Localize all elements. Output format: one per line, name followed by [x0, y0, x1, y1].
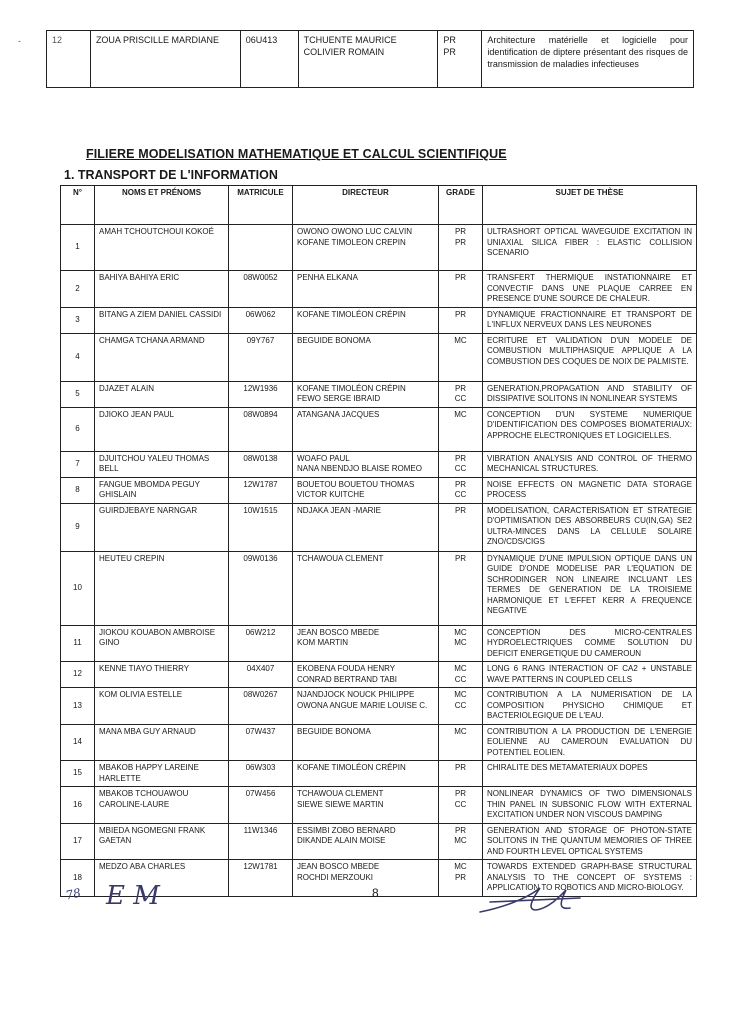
- directeur-name: SIEWE SIEWE MARTIN: [297, 799, 384, 809]
- thesis-subject: VIBRATION ANALYSIS AND CONTROL OF THERMO MECHANICAL STRUCTURES.: [483, 451, 697, 477]
- thesis-subject: GENERATION,PROPAGATION AND STABILITY OF DISSIPATIVE SOLITONS IN NONLINEAR SYSTEMS: [483, 381, 697, 407]
- corner-mark: -: [18, 36, 21, 46]
- grade: PR: [454, 479, 467, 489]
- thesis-subject: CONTRIBUTION A LA NUMERISATION DE LA COMPOSITION PHYSICHO CHIMIQUE ET BACTERIOLEGIQUE DE L'EAU.: [483, 688, 697, 725]
- directeur-cell: [293, 551, 439, 625]
- grade: PR: [454, 763, 467, 772]
- row-number: 12: [47, 31, 91, 88]
- student-name: HEUTEU CREPIN: [95, 551, 229, 625]
- directeur-name: JEAN BOSCO MBEDE: [297, 627, 380, 637]
- signature: [470, 880, 600, 920]
- thesis-subject: GENERATION AND STORAGE OF PHOTON-STATE SOLITONS IN THE QUANTUM MEMORIES OF THREE AND FOURTH LEVEL OPTICAL SYSTEMS: [483, 823, 697, 860]
- grade-cell: [439, 477, 483, 503]
- directeur-name: OWONA ANGUE MARIE LOUISE C.: [297, 700, 428, 710]
- row-number: 17: [61, 823, 95, 860]
- grade: CC: [454, 490, 467, 499]
- grade: MC: [454, 409, 467, 419]
- directeur-name: BEGUIDE BONOMA: [297, 726, 371, 736]
- directeur-name: ATANGANA JACQUES: [297, 409, 380, 419]
- grade-cell: [438, 31, 482, 88]
- directeur-cell: [293, 451, 439, 477]
- header-noms: NOMS ET PRÉNOMS: [95, 186, 229, 225]
- directeur-cell: [293, 381, 439, 407]
- grade: CC: [454, 700, 467, 710]
- thesis-subject: ECRITURE ET VALIDATION D'UN MODELE DE COMBUSTION MULTIPHASIQUE APPLIQUE A LA COMBUSTION DES COQUES DE NOIX DE PALMISTE.: [483, 333, 697, 381]
- directeur-cell: [293, 860, 439, 897]
- student-name: ZOUA PRISCILLE MARDIANE: [90, 31, 240, 88]
- row-number: 1: [61, 225, 95, 271]
- directeur-name: TCHAWOUA CLEMENT: [297, 553, 384, 563]
- matricule: 08W0052: [229, 271, 293, 308]
- grade-cell: [439, 823, 483, 860]
- continuation-table: [46, 30, 694, 88]
- grade: PR: [454, 383, 467, 393]
- table-row: [61, 477, 697, 503]
- initials-letters: E M: [106, 881, 160, 911]
- directeur-cell: [293, 477, 439, 503]
- grade: MC: [454, 638, 467, 647]
- table-header-row: [61, 186, 697, 225]
- thesis-subject: LONG 6 RANG INTERACTION OF CA2 + UNSTABLE WAVE PATTERNS IN COUPLED CELLS: [483, 662, 697, 688]
- directeur-cell: [293, 225, 439, 271]
- grade: MC: [454, 335, 467, 345]
- directeur-name: TCHUENTE MAURICE: [303, 35, 397, 45]
- grade: PR: [454, 825, 467, 835]
- row-number: 8: [61, 477, 95, 503]
- student-name: DJIOKO JEAN PAUL: [95, 407, 229, 451]
- table-row: [61, 787, 697, 824]
- directeur-cell: [293, 662, 439, 688]
- grade: PR: [454, 453, 467, 463]
- grade-cell: [439, 333, 483, 381]
- directeur-name: EKOBENA FOUDA HENRY: [297, 664, 396, 673]
- grade-cell: [439, 625, 483, 662]
- directeur-name: FEWO SERGE IBRAID: [297, 394, 381, 403]
- directeur-cell: [293, 787, 439, 824]
- grade: MC: [454, 836, 467, 845]
- matricule: 12W1936: [229, 381, 293, 407]
- matricule: 12W1787: [229, 477, 293, 503]
- grade-cell: [439, 407, 483, 451]
- table-row: [61, 381, 697, 407]
- thesis-subject: TOWARDS EXTENDED GRAPH-BASE STRUCTURAL ANALYSIS TO THE CONCEPT OF SYSTEMS : APPLICATION TO ROBOTICS AND MICRO-BIOLOGY.: [483, 860, 697, 897]
- row-number: 9: [61, 503, 95, 551]
- initials-mark: [64, 876, 164, 912]
- matricule: 06W062: [229, 307, 293, 333]
- student-name: MBAKOB HAPPY LAREINE HARLETTE: [95, 761, 229, 787]
- table-row: [61, 271, 697, 308]
- student-name: DJAZET ALAIN: [95, 381, 229, 407]
- grade-cell: [439, 225, 483, 271]
- grade-cell: [439, 271, 483, 308]
- table-row: [61, 407, 697, 451]
- student-name: MBIEDA NGOMEGNI FRANK GAETAN: [95, 823, 229, 860]
- directeur-name: KOFANE TIMOLÉON CRÉPIN: [297, 309, 406, 319]
- directeur-name: PENHA ELKANA: [297, 273, 358, 282]
- matricule: 07W456: [229, 787, 293, 824]
- matricule: 06W212: [229, 625, 293, 662]
- table-row: [61, 225, 697, 271]
- row-number: 4: [61, 333, 95, 381]
- matricule: 07W437: [229, 724, 293, 761]
- student-name: JIOKOU KOUABON AMBROISE GINO: [95, 625, 229, 662]
- grade: PR: [454, 309, 467, 319]
- directeur-name: KOFANE TIMOLÉON CRÉPIN: [297, 383, 406, 393]
- directeur-cell: [293, 407, 439, 451]
- thesis-subject: CONCEPTION D'UN SYSTEME NUMERIQUE D'IDENTIFICATION DES COMPOSES BIOMATERIAUX: APPROCHE ELECTRONIQUES ET LOGICIELLES.: [483, 407, 697, 451]
- directeur-name: NDJAKA JEAN -MARIE: [297, 505, 382, 515]
- initials-number: 78: [64, 885, 83, 903]
- directeur-cell: [298, 31, 438, 88]
- directeur-name: KOFANE TIMOLEON CREPIN: [297, 237, 406, 247]
- student-name: FANGUE MBOMDA PEGUY GHISLAIN: [95, 477, 229, 503]
- row-number: 15: [61, 761, 95, 787]
- thesis-subject: Architecture matérielle et logicielle pour identification de diptere présentant des risques de transmission de maladies infectieuses: [482, 31, 694, 88]
- grade-cell: [439, 307, 483, 333]
- table-row: [61, 551, 697, 625]
- matricule: [229, 225, 293, 271]
- header-grade: GRADE: [439, 186, 483, 225]
- table-row: [61, 333, 697, 381]
- header-sujet: SUJET DE THÈSE: [483, 186, 697, 225]
- grade: PR: [454, 789, 467, 798]
- matricule: 08W0894: [229, 407, 293, 451]
- directeur-name: ROCHDI MERZOUKI: [297, 872, 373, 882]
- grade: PR: [443, 35, 456, 45]
- directeur-name: NJANDJOCK NOUCK PHILIPPE: [297, 690, 415, 699]
- thesis-subject: MODELISATION, CARACTERISATION ET STRATEGIE D'OPTIMISATION DES ABSORBEURS CU(IN,GA) SE2 ULTRA-MINCES DANS LA CELLULE SOLAIRE ZNO/CDS/CIGS: [483, 503, 697, 551]
- grade: MC: [454, 627, 467, 637]
- table-row: [61, 823, 697, 860]
- thesis-subject: NONLINEAR DYNAMICS OF TWO DIMENSIONALS THIN PANEL IN SUBSONIC FLOW WITH EXTERNAL EXCITATION UNDER NON VISCOUS DAMPING: [483, 787, 697, 824]
- grade: MC: [454, 690, 467, 699]
- thesis-subject: NOISE EFFECTS ON MAGNETIC DATA STORAGE PROCESS: [483, 477, 697, 503]
- directeur-name: NANA NBENDJO BLAISE ROMEO: [297, 464, 422, 473]
- grade: CC: [454, 674, 467, 684]
- directeur-name: VICTOR KUITCHE: [297, 490, 365, 499]
- grade: MC: [454, 862, 467, 871]
- matricule: 09Y767: [229, 333, 293, 381]
- directeur-cell: [293, 333, 439, 381]
- grade: PR: [454, 227, 467, 236]
- table-row: [47, 31, 694, 88]
- directeur-name: KOM MARTIN: [297, 638, 348, 647]
- directeur-name: DIKANDE ALAIN MOISE: [297, 836, 386, 845]
- directeur-cell: [293, 503, 439, 551]
- matricule: 08W0138: [229, 451, 293, 477]
- grade: PR: [454, 553, 467, 563]
- table-row: [61, 307, 697, 333]
- student-name: MANA MBA GUY ARNAUD: [95, 724, 229, 761]
- thesis-subject: CHIRALITE DES METAMATERIAUX DOPES: [483, 761, 697, 787]
- table-row: [61, 625, 697, 662]
- directeur-cell: [293, 823, 439, 860]
- table-row: [61, 662, 697, 688]
- section-title: FILIERE MODELISATION MATHEMATIQUE ET CALCUL SCIENTIFIQUE: [86, 147, 507, 161]
- matricule: 08W0267: [229, 688, 293, 725]
- directeur-name: JEAN BOSCO MBEDE: [297, 862, 380, 871]
- row-number: 12: [61, 662, 95, 688]
- directeur-name: BEGUIDE BONOMA: [297, 335, 371, 345]
- student-name: BAHIYA BAHIYA ERIC: [95, 271, 229, 308]
- row-number: 5: [61, 381, 95, 407]
- row-number: 18: [61, 860, 95, 897]
- row-number: 13: [61, 688, 95, 725]
- matricule: 04X407: [229, 662, 293, 688]
- grade-cell: [439, 724, 483, 761]
- grade-cell: [439, 787, 483, 824]
- table-row: [61, 724, 697, 761]
- sub-section-title: 1. TRANSPORT DE L'INFORMATION: [64, 168, 278, 182]
- directeur-name: CONRAD BERTRAND TABI: [297, 674, 398, 684]
- row-number: 11: [61, 625, 95, 662]
- row-number: 16: [61, 787, 95, 824]
- header-directeur: DIRECTEUR: [293, 186, 439, 225]
- grade: CC: [454, 464, 467, 473]
- directeur-name: TCHAWOUA CLEMENT: [297, 789, 384, 798]
- thesis-subject: CONTRIBUTION A LA PRODUCTION DE L'ENERGIE EOLIENNE AU CAMEROUN EVALUATION DU POTENTIEL EOLIEN.: [483, 724, 697, 761]
- grade: MC: [454, 726, 467, 736]
- directeur-cell: [293, 307, 439, 333]
- grade-cell: [439, 551, 483, 625]
- directeur-name: BOUETOU BOUETOU THOMAS: [297, 479, 415, 489]
- grade-cell: [439, 761, 483, 787]
- table-row: [61, 503, 697, 551]
- page-number: 8: [372, 886, 379, 900]
- matricule: 12W1781: [229, 860, 293, 897]
- directeur-cell: [293, 724, 439, 761]
- thesis-subject: ULTRASHORT OPTICAL WAVEGUIDE EXCITATION IN UNIAXIAL SILICA FIBER : ELASTIC COLLISION SCENARIO: [483, 225, 697, 271]
- thesis-subject: CONCEPTION DES MICRO-CENTRALES HYDROELECTRIQUES COMME SOLUTION DU DEFICIT ENERGETIQUE DU CAMEROUN: [483, 625, 697, 662]
- grade-cell: [439, 451, 483, 477]
- student-name: AMAH TCHOUTCHOUI KOKOÉ: [95, 225, 229, 271]
- student-name: MBAKOB TCHOUAWOU CAROLINE-LAURE: [95, 787, 229, 824]
- table-row: [61, 761, 697, 787]
- matricule: 06W303: [229, 761, 293, 787]
- student-name: KOM OLIVIA ESTELLE: [95, 688, 229, 725]
- table-row: [61, 451, 697, 477]
- row-number: 3: [61, 307, 95, 333]
- row-number: 7: [61, 451, 95, 477]
- table-body: [61, 225, 697, 897]
- row-number: 10: [61, 551, 95, 625]
- matricule: 09W0136: [229, 551, 293, 625]
- directeur-name: ESSIMBI ZOBO BERNARD: [297, 825, 396, 835]
- directeur-name: WOAFO PAUL: [297, 453, 350, 463]
- grade-cell: [439, 503, 483, 551]
- table-row: [61, 688, 697, 725]
- grade-cell: [439, 381, 483, 407]
- directeur-cell: [293, 625, 439, 662]
- matricule: 06U413: [240, 31, 298, 88]
- thesis-table: [60, 185, 697, 897]
- matricule: 11W1346: [229, 823, 293, 860]
- grade: CC: [454, 394, 467, 403]
- directeur-name: KOFANE TIMOLÉON CRÉPIN: [297, 763, 406, 772]
- directeur-cell: [293, 271, 439, 308]
- directeur-cell: [293, 761, 439, 787]
- student-name: KENNE TIAYO THIERRY: [95, 662, 229, 688]
- thesis-subject: TRANSFERT THERMIQUE INSTATIONNAIRE ET CONVECTIF DANS UNE PLAQUE CARREE EN PRESENCE D'UNE SOURCE DE CHALEUR.: [483, 271, 697, 308]
- grade: PR: [454, 237, 467, 247]
- student-name: CHAMGA TCHANA ARMAND: [95, 333, 229, 381]
- grade: PR: [443, 47, 456, 57]
- grade: PR: [454, 505, 467, 515]
- header-num: N°: [61, 186, 95, 225]
- row-number: 2: [61, 271, 95, 308]
- grade-cell: [439, 688, 483, 725]
- grade: CC: [454, 799, 467, 809]
- grade: MC: [454, 664, 467, 673]
- grade: PR: [454, 273, 467, 282]
- matricule: 10W1515: [229, 503, 293, 551]
- thesis-subject: DYNAMIQUE FRACTIONNAIRE ET TRANSPORT DE L'INFLUX NERVEUX DANS LES NEURONES: [483, 307, 697, 333]
- student-name: BITANG A ZIEM DANIEL CASSIDI: [95, 307, 229, 333]
- row-number: 6: [61, 407, 95, 451]
- directeur-cell: [293, 688, 439, 725]
- student-name: MEDZO ABA CHARLES: [95, 860, 229, 897]
- grade-cell: [439, 662, 483, 688]
- grade: PR: [454, 872, 467, 882]
- row-number: 14: [61, 724, 95, 761]
- student-name: DJUITCHOU YALEU THOMAS BELL: [95, 451, 229, 477]
- header-matricule: MATRICULE: [229, 186, 293, 225]
- student-name: GUIRDJEBAYE NARNGAR: [95, 503, 229, 551]
- thesis-subject: DYNAMIQUE D'UNE IMPULSION OPTIQUE DANS UN GUIDE D'ONDE MODELISE PAR L'EQUATION DE SCHRODINGER NON LINEAIRE INCLUANT LES TERMES DE GENERATION DE LA TROISIEME HARMONIQUE ET L'EFFET KERR A FREQUENCE NEGATIVE: [483, 551, 697, 625]
- directeur-name: COLIVIER ROMAIN: [303, 47, 385, 57]
- directeur-name: OWONO OWONO LUC CALVIN: [297, 227, 412, 236]
